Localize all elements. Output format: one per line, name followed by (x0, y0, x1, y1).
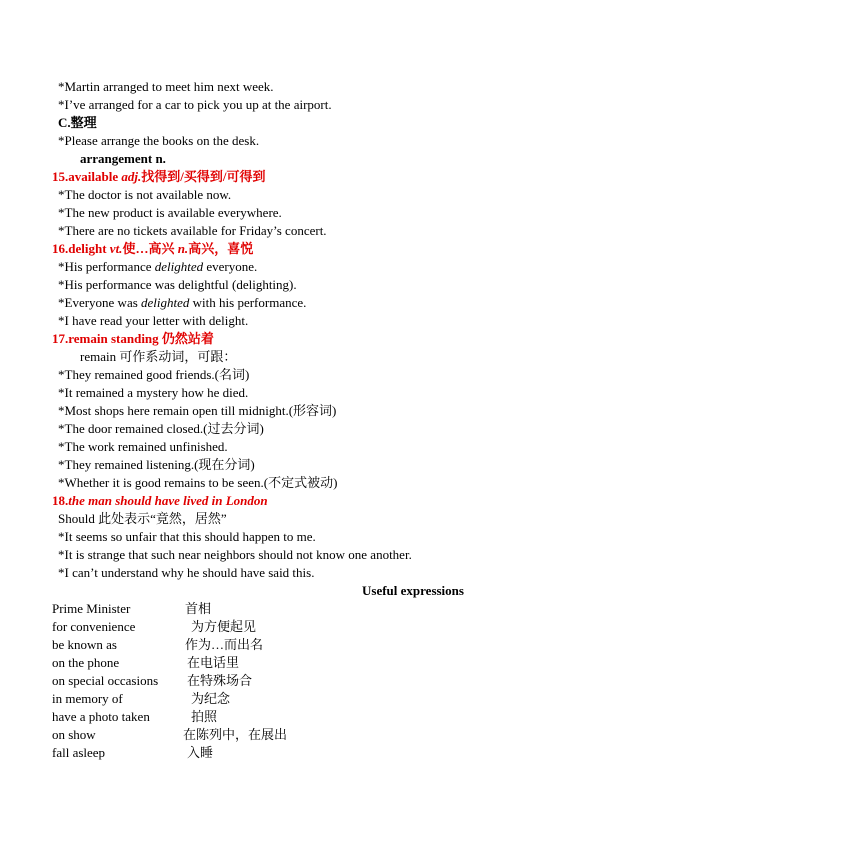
expression-phrase: on special occasions (52, 673, 159, 688)
expression-phrase: have a photo taken (52, 709, 150, 724)
heading-18 (52, 492, 268, 510)
expression-phrase: for convenience (52, 619, 136, 634)
example-sentence: *It seems so unfair that this should happen to me. (58, 529, 316, 544)
note-line: remain 可作系动词，可跟： (80, 349, 237, 364)
expression-meaning: 拍照 (191, 709, 218, 724)
heading-17: 17.remain standing 仍然站着 (52, 331, 214, 346)
heading-16 (52, 240, 253, 258)
expression-phrase: Prime Minister (52, 601, 131, 616)
heading-15-word: 15.available (52, 169, 122, 184)
example-sentence: *It is strange that such near neighbors should not know one another. (58, 547, 412, 562)
example-sentence: *His performance was delightful (delighting). (58, 277, 297, 292)
example-sentence: *Please arrange the books on the desk. (58, 133, 260, 148)
sentence-part: with his performance. (189, 295, 307, 310)
example-sentence: *The doctor is not available now. (58, 187, 232, 202)
heading-16-meaning-n: 高兴，喜悦 (188, 241, 254, 256)
expression-phrase: fall asleep (52, 745, 106, 760)
example-sentence: *It remained a mystery how he died. (58, 385, 249, 400)
expression-meaning: 作为…而出名 (185, 637, 264, 652)
example-sentence: *I can’t understand why he should have said this. (58, 565, 315, 580)
heading-16-pos-vt: vt. (109, 241, 123, 256)
expression-phrase: be known as (52, 637, 117, 652)
heading-16-word: 16.delight (52, 241, 110, 256)
heading-18-num: 18. (52, 493, 69, 508)
example-sentence: *They remained good friends.(名词) (58, 367, 250, 382)
example-sentence (58, 294, 306, 312)
example-sentence: *The new product is available everywhere. (58, 205, 282, 220)
example-sentence: *The door remained closed.(过去分词) (58, 421, 264, 436)
expression-meaning: 在陈列中，在展出 (183, 727, 288, 742)
example-sentence: *Most shops here remain open till midnight.(形容词) (58, 403, 337, 418)
expression-phrase: on show (52, 727, 96, 742)
expression-meaning: 在特殊场合 (187, 673, 253, 688)
sentence-italic: delighted (154, 259, 204, 274)
sentence-part: *Everyone was (58, 295, 142, 310)
heading-18-phrase: the man should have lived in London (68, 493, 268, 508)
example-sentence: *There are no tickets available for Friday’s concert. (58, 223, 327, 238)
section-title: Useful expressions (362, 583, 464, 598)
example-sentence: *I have read your letter with delight. (58, 313, 249, 328)
heading-15-pos: adj. (121, 169, 142, 184)
sentence-part: *His performance (58, 259, 155, 274)
expression-meaning: 为方便起见 (191, 619, 257, 634)
sub-heading: C.整理 (58, 115, 97, 130)
heading-15 (52, 168, 265, 186)
heading-16-meaning-vt: 使…高兴 (122, 241, 178, 256)
expression-meaning: 为纪念 (191, 691, 231, 706)
sentence-italic: delighted (141, 295, 190, 310)
note-line: Should 此处表示“竟然，居然” (58, 511, 227, 526)
expression-meaning: 首相 (185, 601, 212, 616)
example-sentence: *Martin arranged to meet him next week. (58, 79, 274, 94)
heading-16-pos-n: n. (177, 241, 189, 256)
example-sentence: *Whether it is good remains to be seen.(不定式被动) (58, 475, 338, 490)
example-sentence: *I’ve arranged for a car to pick you up at the airport. (58, 97, 332, 112)
example-sentence (58, 258, 257, 276)
expression-meaning: 在电话里 (187, 655, 240, 670)
expression-phrase: on the phone (52, 655, 120, 670)
derived-word (80, 150, 166, 168)
sentence-part: everyone. (203, 259, 258, 274)
derived-word-text: arrangement n. (80, 151, 166, 166)
example-sentence: *They remained listening.(现在分词) (58, 457, 255, 472)
expression-phrase: in memory of (52, 691, 123, 706)
heading-15-meaning: 找得到/买得到/可得到 (141, 169, 266, 184)
example-sentence: *The work remained unfinished. (58, 439, 228, 454)
expression-meaning: 入睡 (187, 745, 214, 760)
